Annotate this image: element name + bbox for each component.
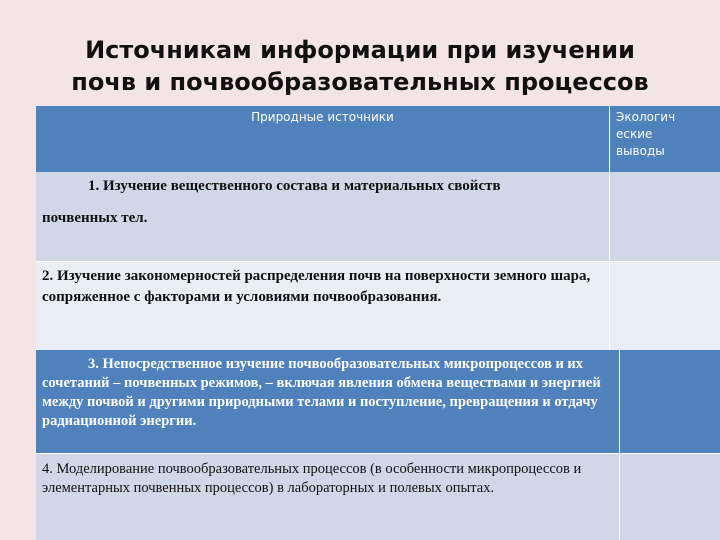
sources-table [36,106,720,540]
header-ecological-conclusions [610,106,720,172]
row-2-conclusion-cell [610,262,720,350]
row-4-source-cell: 4. Моделирование почвообразовательных процессов (в особенности микропроцессов и элементарных почвенных процессов) в лабораторных и полевых опытах. [36,454,620,540]
row-1-text-line-2: почвенных тел. [42,210,148,226]
header-natural-sources: Природные источники [36,106,610,172]
row-1-conclusion-cell [610,172,720,262]
table-header-row [36,106,720,172]
header-ecological-conclusions-label: Экологич еские выводы [616,110,676,158]
row-4-conclusion-cell [620,454,720,540]
row-1-text-line-1: 1. Изучение вещественного состава и материальных свойств [88,178,501,194]
table-row [36,262,720,350]
row-1-source-cell [36,172,610,262]
row-3-source-cell: 3. Непосредственное изучение почвообразовательных микропроцессов и их сочетаний – почвенных режимов, – включая явления обмена веществами и энергией между почвой и другими природными телами и поступление, превращения и отдачу радиационной энергии. [36,350,620,454]
row-2-source-cell: 2. Изучение закономерностей распределения почв на поверхности земного шара, сопряженное с факторами и условиями почвообразования. [36,262,610,350]
table-row [36,350,720,454]
table-row [36,172,720,262]
table-row [36,454,720,540]
row-3-conclusion-cell [620,350,720,454]
slide-title: Источникам информации при изучении почв и почвообразовательных процессов [71,36,649,96]
